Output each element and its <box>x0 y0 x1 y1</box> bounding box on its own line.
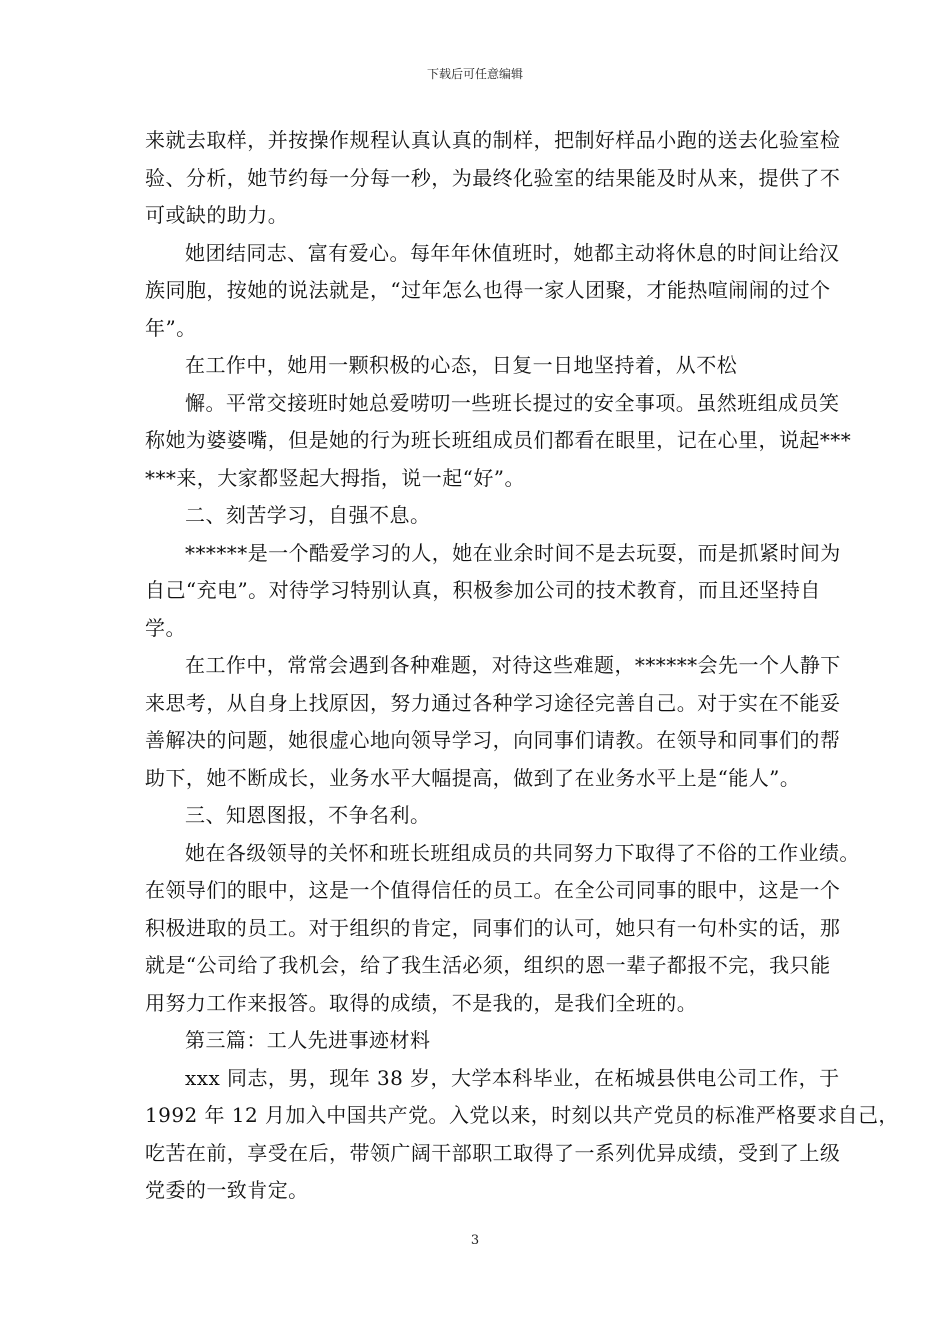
body-text-line: 来思考，从自身上找原因，努力通过各种学习途径完善自己。对于实在不能妥 <box>145 690 841 715</box>
body-text-line: 她在各级领导的关怀和班长班组成员的共同努力下取得了不俗的工作业绩。 <box>185 840 860 865</box>
body-text-line: 在工作中，常常会遇到各种难题，对待这些难题，******会先一个人静下 <box>185 653 841 677</box>
body-text-line: 在工作中，她用一颗积极的心态，日复一日地坚持着，从不松 <box>185 353 738 377</box>
page-number: 3 <box>470 1233 480 1248</box>
body-text-line: 在领导们的眼中，这是一个值得信任的员工。在全公司同事的眼中，这是一个 <box>145 878 841 902</box>
body-text-line: 验、分析，她节约每一分每一秒，为最终化验室的结果能及时从来，提供了不 <box>145 165 841 190</box>
body-text-line: 用努力工作来报答。取得的成绩，不是我的，是我们全班的。 <box>145 990 698 1015</box>
body-text-line: 二、刻苦学习，自强不息。 <box>185 503 431 527</box>
body-text-line: 善解决的问题，她很虚心地向领导学习，向同事们请教。在领导和同事们的帮 <box>145 728 841 752</box>
body-text-line: 她团结同志、富有爱心。每年年休值班时，她都主动将休息的时间让给汉 <box>185 240 840 265</box>
body-text-line: 党委的一致肯定。 <box>145 1178 309 1202</box>
body-text-line: 吃苦在前，享受在后，带领广阔干部职工取得了一系列优异成绩，受到了上级 <box>145 1140 841 1165</box>
page-header: 下载后可任意编辑 <box>426 67 523 81</box>
body-text-line: 懈。平常交接班时她总爱唠叨一些班长提过的安全事项。虽然班组成员笑 <box>185 390 840 415</box>
body-text-line: 族同胞，按她的说法就是，“过年怎么也得一家人团聚，才能热喧闹闹的过个 <box>145 278 831 302</box>
body-text-line: 就是“公司给了我机会，给了我生活必须，组织的恩一辈子都报不完，我只能 <box>145 953 831 977</box>
body-text-line: 积极进取的员工。对于组织的肯定，同事们的认可，她只有一句朴实的话，那 <box>145 915 841 940</box>
body-text-line: 自己“充电”。对待学习特别认真，积极参加公司的技术教育，而且还坚持自 <box>145 578 821 602</box>
body-text-line: xxx 同志，男，现年 38 岁，大学本科毕业，在柘城县供电公司工作，于 <box>185 1065 840 1090</box>
document-body <box>145 122 899 1210</box>
body-text-line: 三、知恩图报，不争名利。 <box>185 803 431 827</box>
body-text-line: 助下，她不断成长，业务水平大幅提高，做到了在业务水平上是“能人”。 <box>145 765 801 790</box>
body-text-line: 第三篇：工人先进事迹材料 <box>185 1028 431 1052</box>
body-text-line: 可或缺的助力。 <box>145 203 289 227</box>
body-text-line: ***来，大家都竖起大拇指，说一起“好”。 <box>145 465 525 490</box>
body-text-line: ******是一个酷爱学习的人，她在业余时间不是去玩耍，而是抓紧时间为 <box>185 540 841 565</box>
body-text-line: 称她为婆婆嘴，但是她的行为班长班组成员们都看在眼里，记在心里，说起*** <box>145 428 852 452</box>
body-text-line: 1992 年 12 月加入中国共产党。入党以来，时刻以共产党员的标准严格要求自己， <box>145 1103 899 1127</box>
body-text-line: 来就去取样，并按操作规程认真认真的制样，把制好样品小跑的送去化验室检 <box>145 128 841 152</box>
body-text-line: 学。 <box>145 615 186 640</box>
body-text-line: 年”。 <box>145 315 197 340</box>
